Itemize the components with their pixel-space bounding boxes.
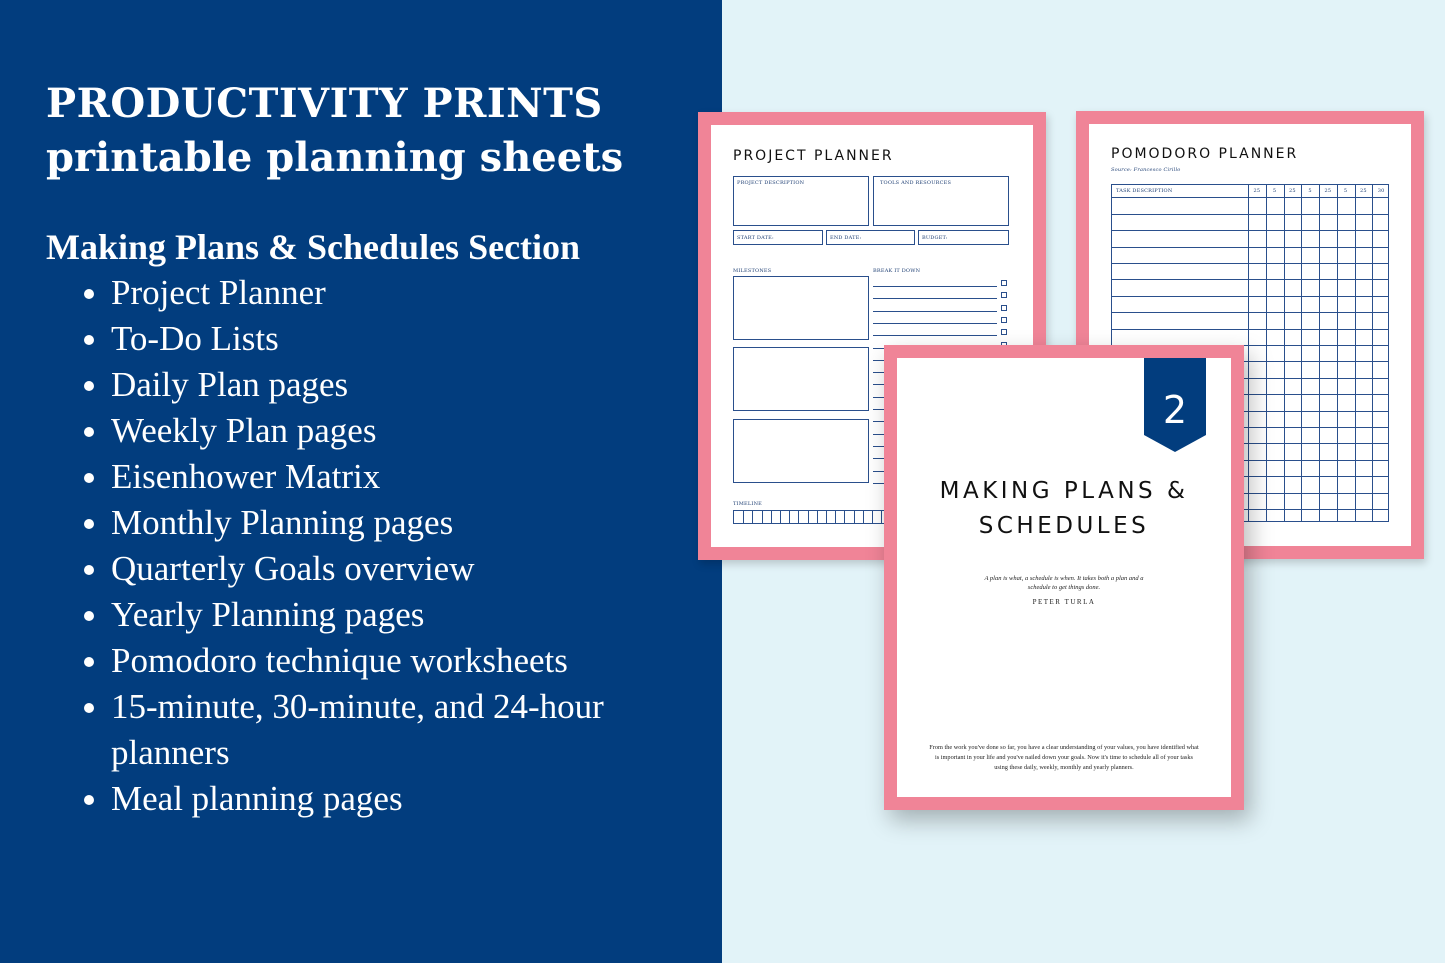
task-description-label: TASK DESCRIPTION xyxy=(1116,188,1173,194)
right-panel xyxy=(722,0,1445,963)
timeline-tick xyxy=(844,511,845,523)
grid-line xyxy=(1112,214,1388,215)
list-item: • 15-minute, 30-minute, and 24-hour planners xyxy=(111,684,631,776)
page-title: PRODUCTIVITY PRINTS xyxy=(46,80,603,127)
grid-line xyxy=(1301,185,1302,521)
timeline-tick xyxy=(808,511,809,523)
grid-line xyxy=(1112,197,1388,198)
grid-line xyxy=(1112,329,1388,330)
budget-box xyxy=(918,230,1009,245)
cover-intro-line-1: From the work you've done so far, you have a clear understanding of your values, you have identified what xyxy=(929,744,1199,751)
timeline-tick xyxy=(762,511,763,523)
pomodoro-source: Source: Francesco Cirillo xyxy=(1111,167,1181,173)
chapter-number: 2 xyxy=(1162,388,1188,432)
checkbox[interactable] xyxy=(1001,317,1007,323)
timeline-tick xyxy=(817,511,818,523)
tools-resources-label: TOOLS AND RESOURCES xyxy=(880,180,952,186)
grid-line xyxy=(1112,247,1388,248)
grid-line xyxy=(1372,185,1373,521)
grid-line xyxy=(1266,185,1267,521)
timeline-tick xyxy=(835,511,836,523)
start-date-label: START DATE: xyxy=(737,235,774,241)
list-item: • Pomodoro technique worksheets xyxy=(111,638,631,684)
cover-quote-line-1: A plan is what, a schedule is when. It takes both a plan and a xyxy=(984,575,1144,582)
grid-line xyxy=(1355,185,1356,521)
pomodoro-column-header: 25 xyxy=(1288,188,1296,194)
grid-line xyxy=(1319,185,1320,521)
page-subtitle: printable planning sheets xyxy=(46,134,624,181)
list-item: • Quarterly Goals overview xyxy=(111,546,631,592)
timeline-tick xyxy=(826,511,827,523)
cover-intro-line-2: is important in your life and you've nailed down your goals. Now it's time to schedule all of your tasks xyxy=(935,754,1193,761)
timeline-tick xyxy=(881,511,882,523)
grid-line xyxy=(1112,263,1388,264)
timeline-tick xyxy=(780,511,781,523)
cover-quote-author: PETER TURLA xyxy=(1032,598,1096,606)
timeline-tick xyxy=(854,511,855,523)
timeline-tick xyxy=(872,511,873,523)
feature-list xyxy=(70,270,631,822)
list-line xyxy=(873,311,997,312)
list-item: • Meal planning pages xyxy=(111,776,631,822)
pomodoro-column-header: 25 xyxy=(1324,188,1332,194)
pomodoro-title: POMODORO PLANNER xyxy=(1111,146,1299,162)
cover-sheet xyxy=(884,345,1244,810)
list-item: • Eisenhower Matrix xyxy=(111,454,631,500)
list-line xyxy=(873,286,997,287)
checkbox[interactable] xyxy=(1001,305,1007,311)
grid-line xyxy=(1248,185,1249,521)
pomodoro-column-header: 25 xyxy=(1253,188,1261,194)
pomodoro-column-header: 25 xyxy=(1359,188,1367,194)
checkbox[interactable] xyxy=(1001,292,1007,298)
timeline-label: TIMELINE xyxy=(733,501,762,507)
project-description-label: PROJECT DESCRIPTION xyxy=(737,180,805,186)
timeline-tick xyxy=(771,511,772,523)
timeline-tick xyxy=(743,511,744,523)
pomodoro-column-header: 5 xyxy=(1272,188,1277,194)
list-item: • Monthly Planning pages xyxy=(111,500,631,546)
project-description-box xyxy=(733,176,869,226)
end-date-label: END DATE: xyxy=(830,235,862,241)
section-title: Making Plans & Schedules Section xyxy=(46,227,581,267)
timeline-tick xyxy=(863,511,864,523)
checkbox[interactable] xyxy=(1001,280,1007,286)
list-item: • Daily Plan pages xyxy=(111,362,631,408)
start-date-box xyxy=(733,230,823,245)
pomodoro-column-header: 5 xyxy=(1308,188,1312,194)
grid-line xyxy=(1112,296,1388,297)
milestones-label: MILESTONES xyxy=(733,268,772,274)
timeline-tick xyxy=(752,511,753,523)
cover-page xyxy=(897,358,1231,797)
cover-intro-line-3: using these daily, weekly, monthly and yearly planners. xyxy=(994,764,1134,771)
end-date-box xyxy=(826,230,915,245)
cover-title-line-2: SCHEDULES xyxy=(978,513,1150,539)
checkbox[interactable] xyxy=(1001,329,1007,335)
grid-line xyxy=(1112,230,1388,231)
list-item: • Weekly Plan pages xyxy=(111,408,631,454)
grid-line xyxy=(1284,185,1285,521)
list-item: • To-Do Lists xyxy=(111,316,631,362)
break-it-down-label: BREAK IT DOWN xyxy=(873,268,921,274)
cover-quote-line-2: schedule to get things done. xyxy=(1027,584,1101,591)
timeline-tick xyxy=(798,511,799,523)
timeline-tick xyxy=(789,511,790,523)
list-item: • Yearly Planning pages xyxy=(111,592,631,638)
grid-line xyxy=(1337,185,1338,521)
list-line xyxy=(873,323,997,324)
milestone-box xyxy=(733,276,869,340)
left-panel xyxy=(0,0,722,963)
pomodoro-column-header: 30 xyxy=(1377,188,1385,194)
pomodoro-column-header: 5 xyxy=(1343,188,1348,194)
cover-title-line-1: MAKING PLANS & xyxy=(939,478,1189,504)
grid-line xyxy=(1112,312,1388,313)
tools-resources-box xyxy=(873,176,1009,226)
milestone-box xyxy=(733,347,869,411)
grid-line xyxy=(1112,279,1388,280)
list-line xyxy=(873,298,997,299)
list-line xyxy=(873,335,997,336)
project-planner-title: PROJECT PLANNER xyxy=(733,148,894,164)
list-item: • Project Planner xyxy=(111,270,631,316)
milestone-box xyxy=(733,419,869,483)
budget-label: BUDGET: xyxy=(922,235,948,241)
